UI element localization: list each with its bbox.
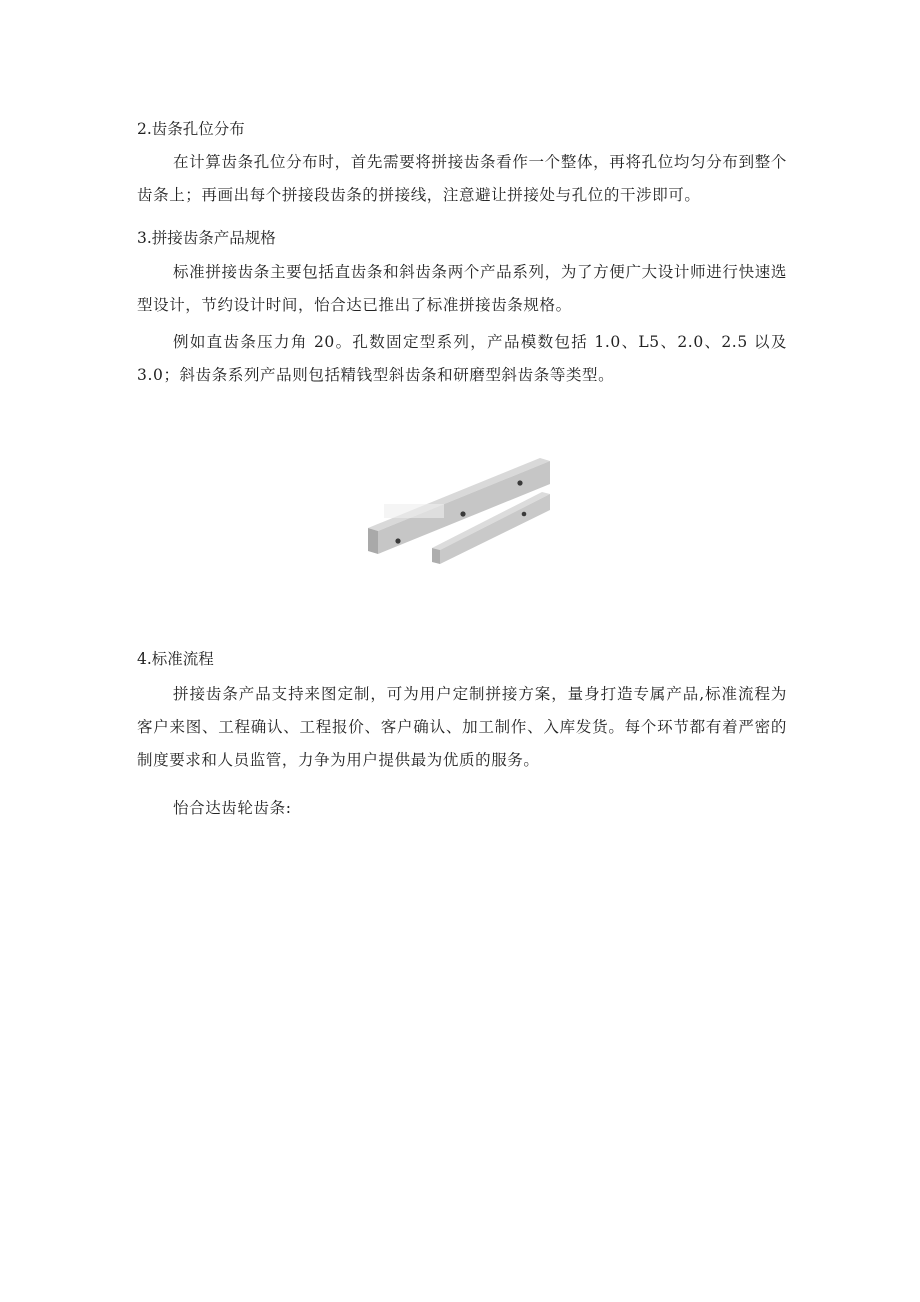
paragraph-spec-example: 例如直齿条压力角 20。孔数固定型系列，产品模数包括 1.0、L5、2.0、2.5 以及 3.0；斜齿条系列产品则包括精钱型斜齿条和研磨型斜齿条等类型。 — [137, 333, 787, 384]
section-heading-standard-process: 4.标准流程 — [137, 650, 214, 668]
section-heading-hole-distribution: 2.齿条孔位分布 — [137, 120, 245, 138]
rack-bars-photo-icon — [366, 452, 552, 564]
section-heading-product-specs: 3.拼接齿条产品规格 — [137, 229, 276, 247]
paragraph-hole-distribution: 在计算齿条孔位分布时，首先需要将拼接齿条看作一个整体，再将孔位均匀分布到整个齿条上；再画出每个拼接段齿条的拼接线，注意避让拼接处与孔位的干涉即可。 — [137, 153, 787, 204]
paragraph-standard-process: 拼接齿条产品支持来图定制，可为用户定制拼接方案，量身打造专属产品,标准流程为客户来图、工程确认、工程报价、客户确认、加工制作、入库发货。每个环节都有着严密的制度要求和人员监管，力争为用户提供最为优质的服务。 — [137, 685, 787, 769]
paragraph-product-series: 标准拼接齿条主要包括直齿条和斜齿条两个产品系列，为了方便广大设计师进行快速选型设计，节约设计时间，怡合达已推出了标准拼接齿条规格。 — [137, 263, 787, 314]
paragraph-rack-title: 怡合达齿轮齿条: — [173, 799, 292, 817]
